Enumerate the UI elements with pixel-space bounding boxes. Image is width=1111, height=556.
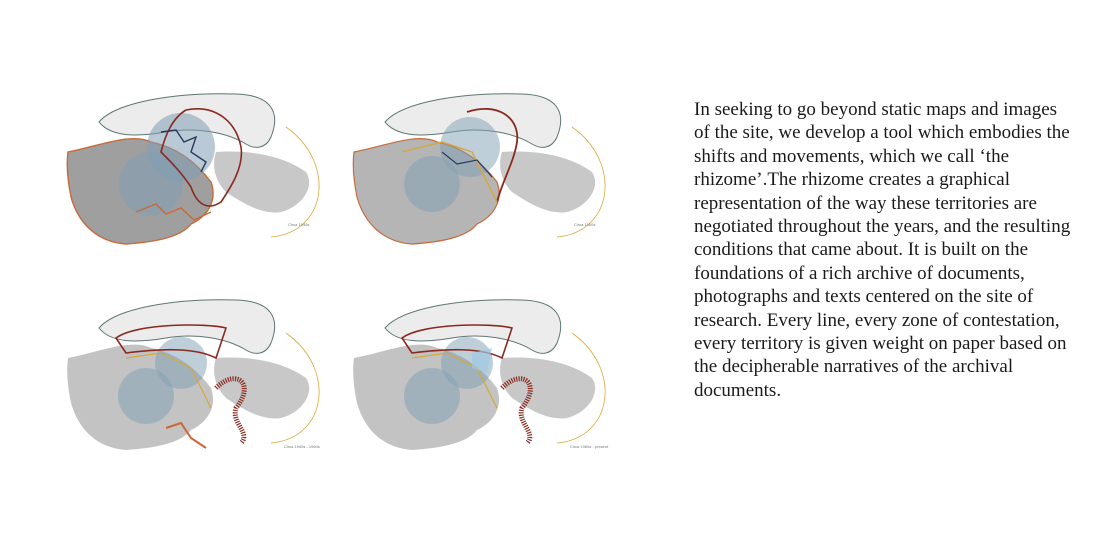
map-2 [352, 92, 642, 292]
map-3 [66, 298, 356, 498]
east-region [214, 358, 309, 419]
zone-circle [404, 368, 460, 424]
map-2-drawing [352, 92, 642, 292]
east-region [500, 152, 595, 213]
map-4 [352, 298, 642, 498]
map-caption: Circa 1940s [288, 222, 310, 227]
zone-circle [118, 368, 174, 424]
map-4-drawing [352, 298, 642, 498]
east-region [500, 358, 595, 419]
east-region [214, 152, 309, 213]
map-1 [66, 92, 356, 292]
map-caption: Circa 1960s - present [570, 444, 609, 449]
map-3-drawing [66, 298, 356, 498]
zone-circle [404, 156, 460, 212]
description-paragraph: In seeking to go beyond static maps and images of the site, we develop a tool which embodies the shifts and movements, which we call ‘the rhizome’.The rhizome creates a graphical representation of the way these territories are negotiated throughout the years, and the resulting conditions that came about. It is built on the foundations of a rich archive of documents, photographs and texts centered on the site of research. Every line, every zone of contestation, every territory is given weight on paper based on the decipherable narratives of the archival documents. [694, 99, 1071, 401]
map-caption: Circa 1940s - 1960s [284, 444, 320, 449]
map-caption: Circa 1960s [574, 222, 596, 227]
map-1-drawing [66, 92, 356, 292]
